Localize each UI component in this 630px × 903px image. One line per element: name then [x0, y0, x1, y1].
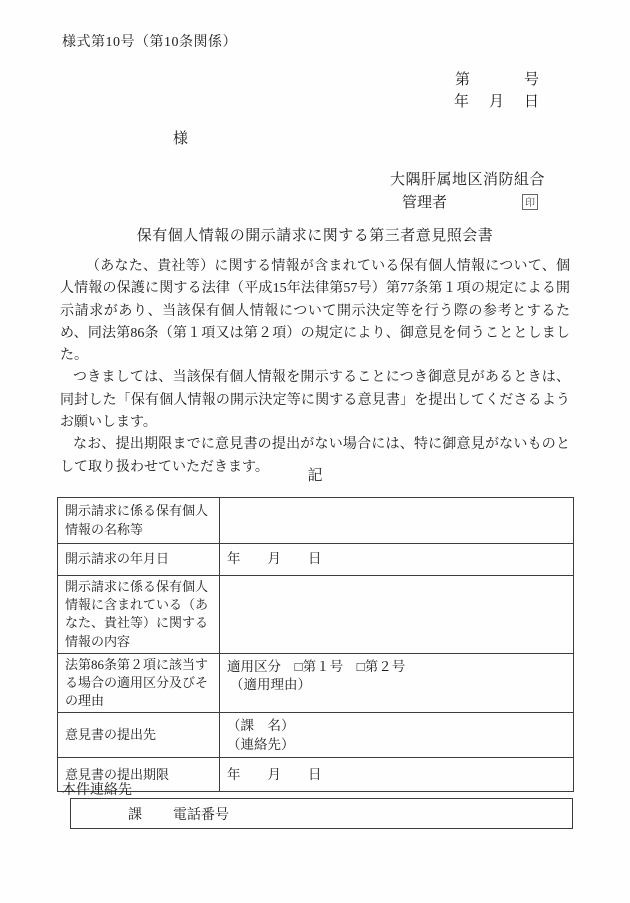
addressee-honorific: 様	[173, 131, 189, 147]
document-number-date-block	[454, 69, 539, 113]
category-reason-line: （適用理由）	[230, 677, 311, 693]
row-label: 法第86条第２項に該当する場合の適用区分及びその理由	[58, 653, 220, 713]
body-text	[60, 256, 570, 479]
sender-manager-line	[402, 191, 538, 212]
body-paragraph-1: （あなた、貴社等）に関する情報が含まれている保有個人情報について、個人情報の保護に関する法律（平成15年法律第57号）第77条第１項の規定による開示請求があり、当該保有個人情報について開示決定等を行う際の参考とするため、同法第86条（第１項又は第２項）の規定により、御意見を伺うこととしました。	[60, 259, 570, 364]
row-value: 年 月 日	[220, 758, 574, 792]
contact-dept-label: 課	[128, 807, 142, 823]
table-row-article86-category	[58, 653, 574, 713]
date-day-label: 日	[523, 94, 539, 110]
row-label: 開示請求に係る保有個人情報に含まれている（あなた、貴社等）に関する情報の内容	[58, 576, 220, 654]
contact-phone-label: 電話番号	[173, 807, 229, 823]
date-month-label: 月	[488, 94, 504, 110]
destination-contact-line: （連絡先）	[227, 736, 295, 752]
body-paragraph-3: なお、提出期限までに意見書の提出がない場合には、特に御意見がないものとして取り扱わせていただきます。	[60, 437, 570, 475]
contact-heading: 本件連絡先	[62, 783, 132, 798]
destination-section-line: （課 名）	[227, 718, 295, 734]
sender-organization: 大隅肝属地区消防組合	[390, 172, 546, 188]
category-checkbox-line: 適用区分 □第１号 □第２号	[227, 658, 406, 674]
row-label: 意見書の提出先	[58, 713, 220, 758]
row-value	[220, 498, 574, 544]
inquiry-details-table	[57, 497, 574, 792]
table-row-request-date	[58, 544, 574, 576]
contact-info-box	[70, 798, 573, 829]
row-value	[220, 653, 574, 713]
form-number-note: 様式第10号（第10条関係）	[62, 35, 237, 50]
doc-number-suffix: 号	[523, 72, 539, 88]
row-value	[220, 576, 574, 654]
row-label: 開示請求の年月日	[58, 544, 220, 576]
row-label: 開示請求に係る保有個人情報の名称等	[58, 498, 220, 544]
doc-number-prefix: 第	[454, 72, 470, 88]
document-date-line	[454, 91, 539, 113]
document-number-line	[454, 69, 539, 91]
body-paragraph-2: つきましては、当該保有個人情報を開示することにつき御意見があるときは、同封した「保有個人情報の開示決定等に関する意見書」を提出してくださるようお願いします。	[60, 370, 570, 431]
row-label: 意見書の提出期限	[58, 758, 220, 792]
row-value: 年 月 日	[220, 544, 574, 576]
date-year-label: 年	[453, 94, 469, 110]
document-title: 保有個人情報の開示請求に関する第三者意見照会書	[136, 228, 494, 244]
table-row-submission-destination	[58, 713, 574, 758]
table-row-info-content	[58, 576, 574, 654]
table-row-info-name	[58, 498, 574, 544]
table-row-submission-deadline	[58, 758, 574, 792]
seal-placeholder-icon: 印	[522, 194, 538, 210]
row-value	[220, 713, 574, 758]
ki-marker: 記	[307, 468, 323, 484]
sender-role: 管理者	[402, 195, 448, 211]
